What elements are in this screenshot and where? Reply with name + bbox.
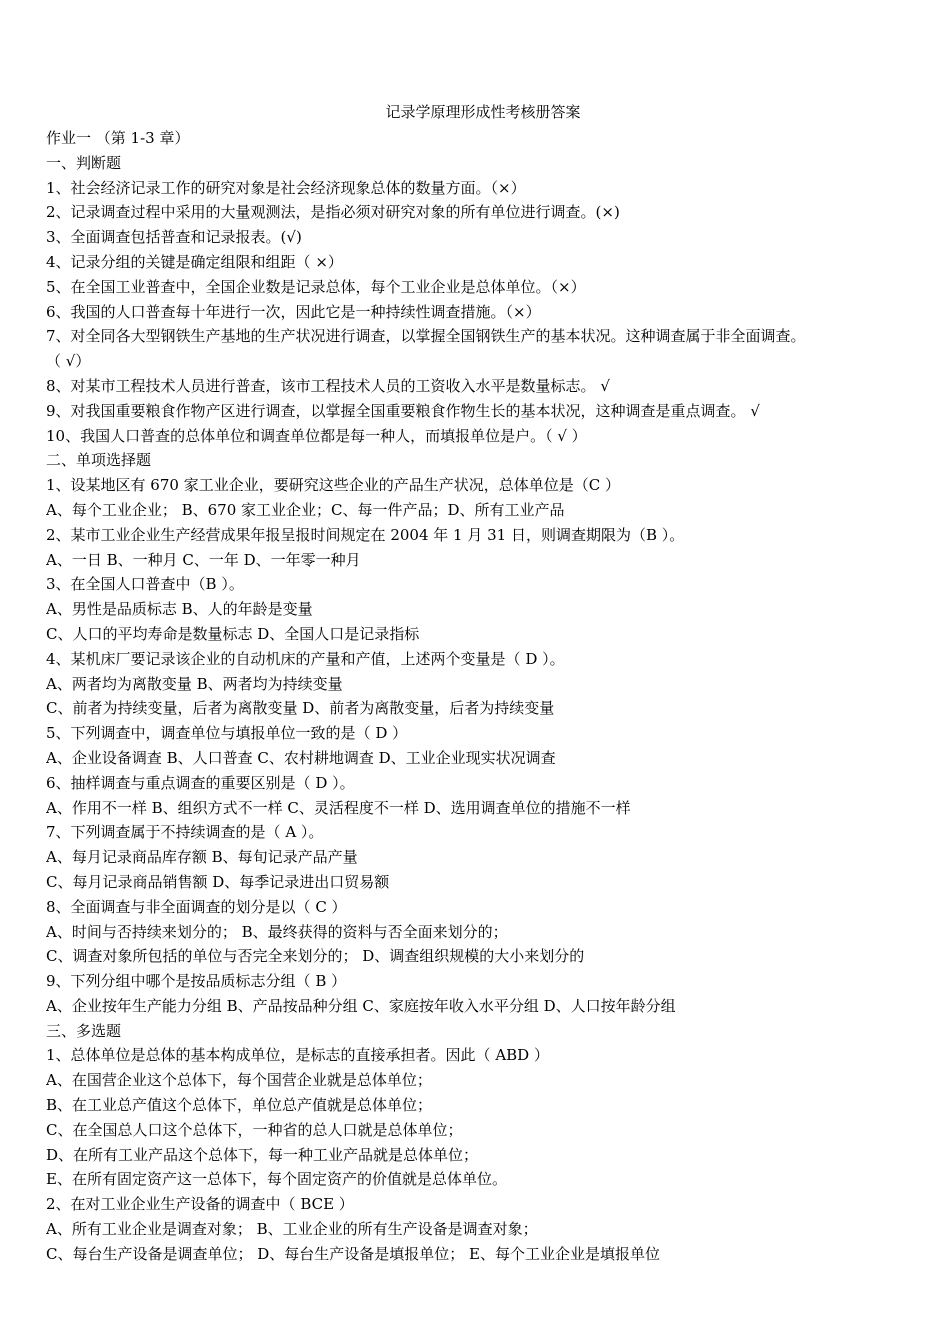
text-line: C、调查对象所包括的单位与否完全来划分的； D、调查组织规模的大小来划分的 xyxy=(46,947,585,966)
text-line: A、两者均为离散变量 B、两者均为持续变量 xyxy=(46,674,343,693)
document-body xyxy=(46,126,916,1267)
text-line: C、每月记录商品销售额 D、每季记录进出口贸易额 xyxy=(46,872,390,891)
text-line: 作业一 （第 1-3 章） xyxy=(46,129,190,147)
text-line: 2、某市工业企业生产经营成果年报呈报时间规定在 2004 年 1 月 31 日，则调查期限为（B ）。 xyxy=(46,525,685,544)
document-page xyxy=(46,100,916,1267)
text-line: C、前者为持续变量，后者为离散变量 D、前者为离散变量，后者为持续变量 xyxy=(46,699,555,718)
text-line: A、企业设备调查 B、人口普查 C、农村耕地调查 D、工业企业现实状况调查 xyxy=(46,748,556,767)
text-line: （ √） xyxy=(46,352,91,371)
text-line: 4、某机床厂要记录该企业的自动机床的产量和产值，上述两个变量是（ D ）。 xyxy=(46,649,565,668)
text-line: 一、判断题 xyxy=(46,153,122,172)
text-line: 7、下列调查属于不持续调查的是（ A ）。 xyxy=(46,823,324,842)
text-line: 5、下列调查中，调查单位与填报单位一致的是（ D ） xyxy=(46,724,408,743)
text-line: 8、对某市工程技术人员进行普查，该市工程技术人员的工资收入水平是数量标志。 √ xyxy=(46,376,610,395)
text-line: 8、全面调查与非全面调查的划分是以（ C ） xyxy=(46,897,347,916)
text-line: 5、在全国工业普查中，全国企业数是记录总体，每个工业企业是总体单位。（×） xyxy=(46,277,586,296)
text-line: 1、设某地区有 670 家工业企业，要研究这些企业的产品生产状况，总体单位是（C ） xyxy=(46,476,620,495)
text-line: 1、总体单位是总体的基本构成单位，是标志的直接承担者。因此（ ABD ） xyxy=(46,1046,549,1065)
text-line: A、每个工业企业； B、670 家工业企业；C、每一件产品；D、所有工业产品 xyxy=(46,500,565,519)
text-line: 2、记录调查过程中采用的大量观测法，是指必须对研究对象的所有单位进行调查。(×) xyxy=(46,203,620,222)
document-title: 记录学原理形成性考核册答案 xyxy=(385,103,581,121)
text-line: 7、对全同各大型钢铁生产基地的生产状况进行调查，以掌握全国钢铁生产的基本状况。这种调查属于非全面调查。 xyxy=(46,327,806,346)
text-line: 三、多选题 xyxy=(46,1021,122,1040)
text-line: 3、在全国人口普查中（B ）。 xyxy=(46,575,244,594)
text-line: C、人口的平均寿命是数量标志 D、全国人口是记录指标 xyxy=(46,624,420,643)
text-line: C、每台生产设备是调查单位； D、每台生产设备是填报单位； E、每个工业企业是填报单位 xyxy=(46,1244,660,1263)
text-line: 1、社会经济记录工作的研究对象是社会经济现象总体的数量方面。（×） xyxy=(46,178,526,197)
text-line: A、在国营企业这个总体下，每个国营企业就是总体单位； xyxy=(46,1071,432,1090)
text-line: E、在所有固定资产这一总体下，每个固定资产的价值就是总体单位。 xyxy=(46,1170,507,1189)
text-line: 9、下列分组中哪个是按品质标志分组（ B ） xyxy=(46,972,347,991)
text-line: B、在工业总产值这个总体下，单位总产值就是总体单位； xyxy=(46,1096,433,1115)
text-line: A、一日 B、一种月 C、一年 D、一年零一种月 xyxy=(46,550,361,569)
text-line: 9、对我国重要粮食作物产区进行调查，以掌握全国重要粮食作物生长的基本状况，这种调查是重点调查。 √ xyxy=(46,401,760,420)
text-line: A、每月记录商品库存额 B、每旬记录产品产量 xyxy=(46,848,358,867)
text-line: 二、单项选择题 xyxy=(46,451,152,470)
text-line: 2、在对工业企业生产设备的调查中（ BCE ） xyxy=(46,1195,354,1214)
text-line: 3、全面调查包括普查和记录报表。(√) xyxy=(46,228,302,247)
text-line: 10、我国人口普查的总体单位和调查单位都是每一种人，而填报单位是户。（ √ ） xyxy=(46,426,587,445)
text-line: A、时间与否持续来划分的； B、最终获得的资料与否全面来划分的； xyxy=(46,922,508,941)
text-line: A、男性是品质标志 B、人的年龄是变量 xyxy=(46,600,313,619)
text-line: A、作用不一样 B、组织方式不一样 C、灵活程度不一样 D、选用调查单位的措施不一样 xyxy=(46,798,631,817)
text-line: 6、我国的人口普查每十年进行一次，因此它是一种持续性调查措施。（×） xyxy=(46,302,541,321)
text-line: 6、抽样调查与重点调查的重要区别是（ D ）。 xyxy=(46,773,355,792)
text-line: A、所有工业企业是调查对象； B、工业企业的所有生产设备是调查对象； xyxy=(46,1220,538,1239)
text-line: D、在所有工业产品这个总体下，每一种工业产品就是总体单位； xyxy=(46,1145,479,1164)
text-line: C、在全国总人口这个总体下，一种省的总人口就是总体单位； xyxy=(46,1120,463,1139)
text-line: 4、记录分组的关键是确定组限和组距（ ×） xyxy=(46,252,343,271)
text-line: A、企业按年生产能力分组 B、产品按品种分组 C、家庭按年收入水平分组 D、人口按年龄分组 xyxy=(46,996,676,1015)
